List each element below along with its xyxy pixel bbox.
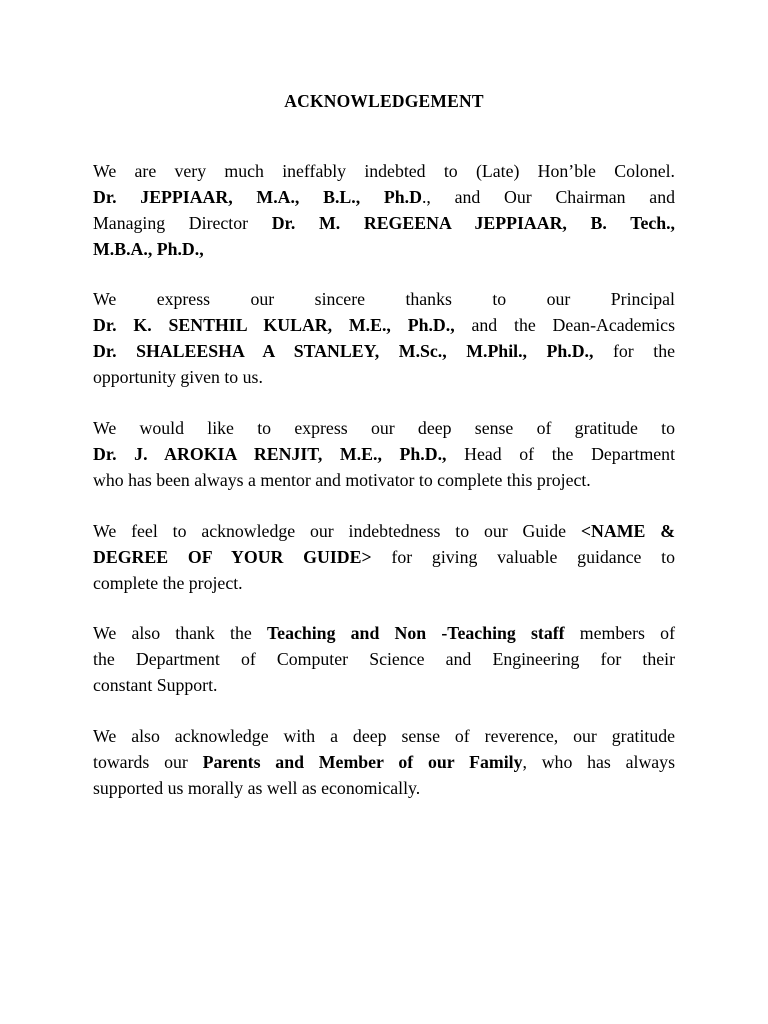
page-title: ACKNOWLEDGEMENT (284, 91, 484, 111)
paragraph-family (93, 723, 675, 801)
text-line (93, 364, 675, 390)
text-run: and the Dean-Academics (454, 315, 675, 335)
text-run: the Department of Computer Science and Engineering for their (93, 649, 675, 669)
text-line (93, 312, 675, 338)
paragraph-principal-dean (93, 286, 675, 390)
text-run: We would like to express our deep sense of gratitude to (93, 418, 675, 438)
text-line (93, 415, 675, 441)
text-line (93, 672, 675, 698)
text-run: constant Support. (93, 675, 218, 695)
bold-name: Dr. SHALEESHA A STANLEY, M.Sc., M.Phil., Ph.D., (93, 341, 594, 361)
text-line (93, 184, 675, 210)
text-line (93, 620, 675, 646)
text-run: who has been always a mentor and motivator to complete this project. (93, 470, 591, 490)
text-line (93, 236, 675, 262)
bold-placeholder: <NAME & (580, 521, 676, 541)
text-run: members of (564, 623, 675, 643)
text-run: for the (593, 341, 675, 361)
text-line (93, 158, 675, 184)
text-line (93, 723, 675, 749)
text-run: Head of the Department (446, 444, 676, 464)
text-run: Managing Director (93, 213, 272, 233)
paragraph-staff (93, 620, 675, 698)
text-run: We also acknowledge with a deep sense of reverence, our gratitude (93, 726, 675, 746)
bold-phrase: Parents and Member of our Family (202, 752, 523, 772)
bold-placeholder: DEGREE OF YOUR GUIDE> (93, 547, 372, 567)
text-line (93, 544, 675, 570)
text-line (93, 210, 675, 236)
text-line (93, 286, 675, 312)
text-line (93, 467, 675, 493)
paragraph-founder-chairman (93, 158, 675, 262)
text-line (93, 570, 675, 596)
bold-name: Dr. J. AROKIA RENJIT, M.E., Ph.D., (93, 444, 447, 464)
paragraph-head-of-department (93, 415, 675, 493)
text-run: towards our (93, 752, 203, 772)
text-line (93, 518, 675, 544)
text-run: We are very much ineffably indebted to (Late) Hon’ble Colonel. (93, 161, 675, 181)
bold-name: Dr. JEPPIAAR, M.A., B.L., Ph.D (93, 187, 422, 207)
text-line (93, 646, 675, 672)
text-run: We feel to acknowledge our indebtedness to our Guide (93, 521, 581, 541)
bold-name: Dr. K. SENTHIL KULAR, M.E., Ph.D., (93, 315, 455, 335)
text-run: We also thank the (93, 623, 267, 643)
text-run: , who has always (522, 752, 675, 772)
text-run: We express our sincere thanks to our Principal (93, 289, 675, 309)
text-run: opportunity given to us. (93, 367, 263, 387)
text-run: supported us morally as well as economically. (93, 778, 421, 798)
text-line (93, 749, 675, 775)
text-run: complete the project. (93, 573, 243, 593)
paragraph-guide (93, 518, 675, 596)
text-run: ., and Our Chairman and (421, 187, 675, 207)
bold-name: M.B.A., Ph.D., (93, 239, 204, 259)
text-line (93, 775, 675, 801)
text-line (93, 338, 675, 364)
bold-phrase: Teaching and Non -Teaching staff (266, 623, 565, 643)
text-run: for giving valuable guidance to (371, 547, 675, 567)
bold-name: Dr. M. REGEENA JEPPIAAR, B. Tech., (271, 213, 676, 233)
text-line (93, 441, 675, 467)
